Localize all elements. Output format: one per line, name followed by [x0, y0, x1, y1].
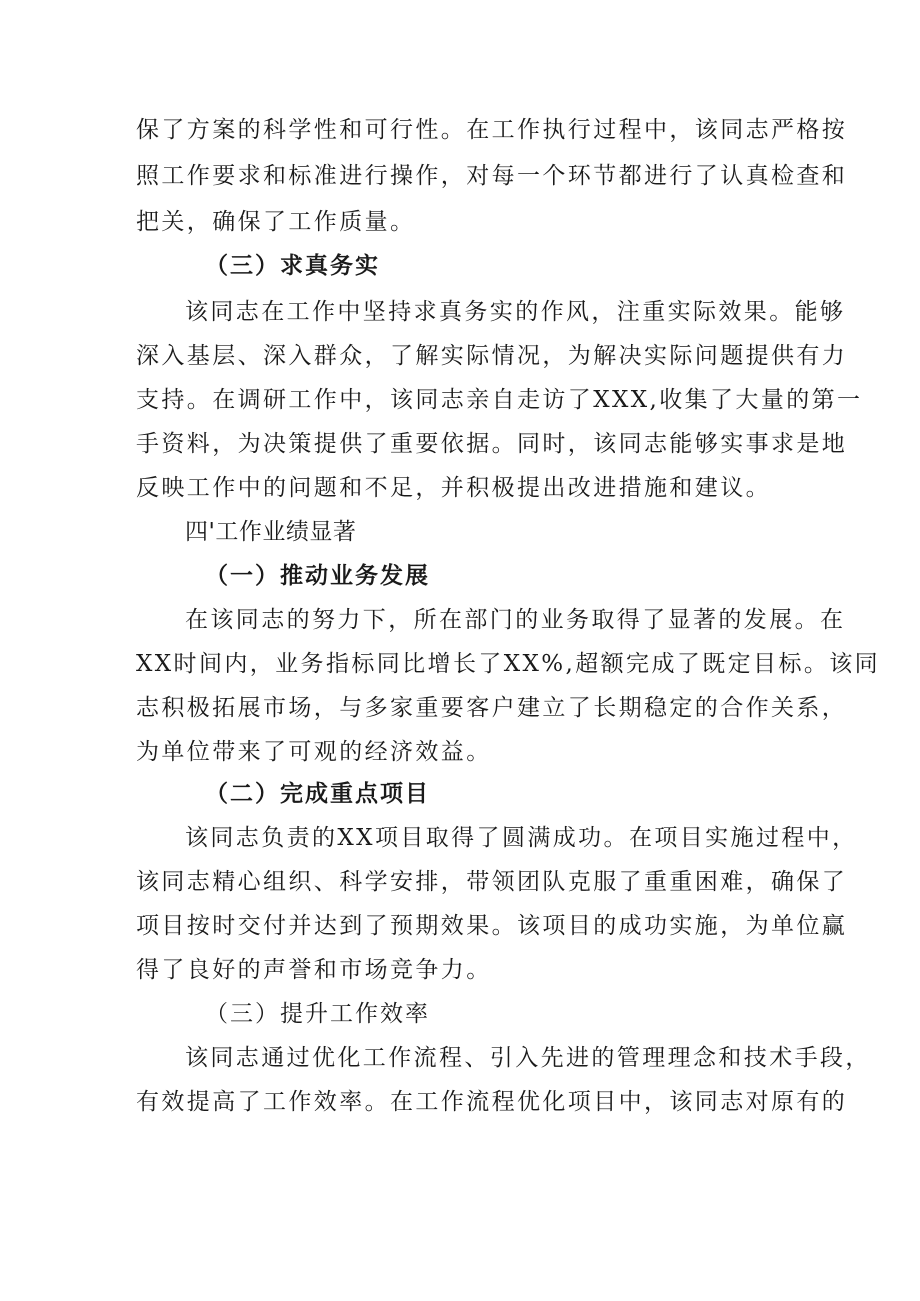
body-text-line: 志积极拓展市场，与多家重要客户建立了长期稳定的合作关系，	[136, 695, 848, 721]
body-text-line: 该同志通过优化工作流程、引入先进的管理理念和技术手段，	[185, 1045, 871, 1071]
body-text-line: XX时间内，业务指标同比增长了XX%,超额完成了既定目标。该同	[136, 651, 881, 677]
body-text-line: 支持。在调研工作中，该同志亲自走访了XXX,收集了大量的第一	[136, 387, 863, 413]
body-text-line: 得了良好的声誉和市场竞争力。	[136, 957, 492, 983]
body-text-line: 项目按时交付并达到了预期效果。该项目的成功实施，为单位赢	[136, 913, 848, 939]
section-heading: （三）提升工作效率	[205, 1001, 430, 1027]
body-text-line: 该同志在工作中坚持求真务实的作风，注重实际效果。能够	[185, 299, 846, 325]
section-heading: （三）求真务实	[205, 252, 380, 279]
body-text-line: 为单位带来了可观的经济效益。	[136, 739, 492, 765]
body-text-line: 手资料，为决策提供了重要依据。同时，该同志能够实事求是地	[136, 431, 848, 457]
section-heading: （一）推动业务发展	[205, 562, 430, 589]
body-text-line: 该同志负责的XX项目取得了圆满成功。在项目实施过程中，	[185, 825, 858, 851]
body-text-line: 在该同志的努力下，所在部门的业务取得了显著的发展。在	[185, 607, 846, 633]
body-text-line: 反映工作中的问题和不足，并积极提出改进措施和建议。	[136, 475, 771, 501]
chapter-heading: 四'工作业绩显著	[185, 519, 357, 545]
body-text-line: 保了方案的科学性和可行性。在工作执行过程中，该同志严格按	[136, 117, 848, 143]
body-text-line: 该同志精心组织、科学安排，带领团队克服了重重困难，确保了	[136, 869, 848, 895]
body-text-line: 照工作要求和标准进行操作，对每一个环节都进行了认真检查和	[136, 163, 848, 189]
body-text-line: 深入基层、深入群众，了解实际情况，为解决实际问题提供有力	[136, 343, 848, 369]
body-text-line: 有效提高了工作效率。在工作流程优化项目中，该同志对原有的	[136, 1089, 848, 1115]
body-text-line: 把关，确保了工作质量。	[136, 209, 416, 235]
section-heading: （二）完成重点项目	[205, 780, 430, 807]
